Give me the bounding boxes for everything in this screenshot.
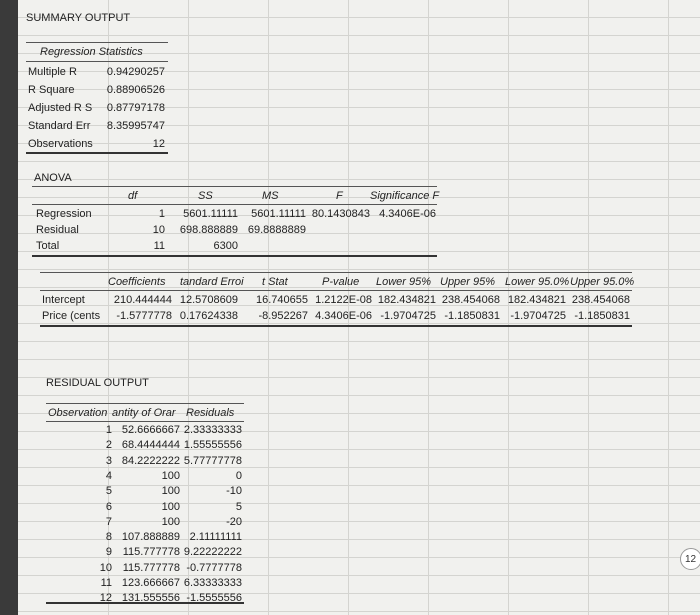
coef-header: Lower 95% — [376, 276, 432, 288]
coef-cell: -1.5777778 — [116, 310, 172, 322]
anova-cell: 4.3406E-06 — [379, 208, 436, 220]
residual-predicted: 131.555556 — [121, 592, 180, 605]
stat-value: 12 — [152, 138, 165, 150]
anova-row-label: Regression — [36, 208, 92, 220]
anova-header-ss: SS — [198, 190, 213, 202]
coef-cell: 182.434821 — [377, 294, 436, 306]
residual-predicted: 123.666667 — [121, 577, 180, 589]
residual-obs: 2 — [105, 439, 112, 452]
divider — [32, 255, 437, 257]
residual-value: -1.5555556 — [186, 592, 242, 605]
divider — [46, 602, 244, 604]
residual-value: 0 — [235, 469, 242, 482]
residual-predicted: 52.6666667 — [121, 424, 180, 436]
coef-header: Coefficients — [108, 276, 166, 288]
anova-cell: 1 — [158, 208, 165, 220]
coef-cell: 0.17624338 — [179, 310, 238, 322]
stat-label: R Square — [28, 84, 75, 96]
divider — [26, 61, 168, 62]
coef-cell: 16.740655 — [256, 294, 308, 306]
anova-cell: 6300 — [213, 240, 238, 252]
anova-header-ms: MS — [262, 190, 279, 202]
stat-label: Standard Err — [28, 120, 91, 132]
residual-obs: 6 — [105, 500, 112, 513]
stat-value: 0.88906526 — [106, 84, 165, 96]
residual-obs: 3 — [105, 454, 112, 467]
residual-value: 9.22222222 — [183, 546, 242, 559]
summary-title: SUMMARY OUTPUT — [26, 12, 131, 24]
anova-cell: 11 — [153, 240, 165, 252]
divider — [40, 290, 632, 291]
residual-obs: 11 — [100, 577, 112, 589]
regression-stats-heading: Regression Statistics — [40, 46, 143, 58]
coef-cell: 238.454068 — [571, 294, 630, 306]
residual-predicted: 100 — [161, 515, 180, 528]
coef-cell: 12.5708609 — [179, 294, 238, 306]
residual-obs: 4 — [105, 469, 112, 482]
residual-obs: 8 — [105, 531, 112, 544]
divider — [40, 325, 632, 327]
coef-cell: 4.3406E-06 — [315, 310, 372, 322]
coef-cell: -1.1850831 — [444, 310, 500, 322]
coef-header: tandard Erroi — [180, 276, 244, 288]
residual-obs: 9 — [105, 546, 112, 559]
anova-cell: 80.1430843 — [311, 208, 370, 220]
coef-row-label: Intercept — [42, 294, 85, 306]
anova-cell: 10 — [152, 224, 165, 236]
stat-value: 8.35995747 — [106, 120, 165, 132]
stat-label: Observations — [28, 138, 93, 150]
coef-header: Upper 95% — [440, 276, 496, 288]
anova-cell: 698.888889 — [179, 224, 238, 236]
residual-value: 6.33333333 — [183, 577, 242, 589]
coef-row-label: Price (cents — [42, 310, 101, 322]
divider — [32, 204, 437, 205]
residual-value: -0.7777778 — [186, 561, 242, 574]
coef-header: P-value — [322, 276, 360, 288]
anova-header-df: df — [128, 190, 138, 202]
coef-header: Upper 95.0% — [570, 276, 635, 288]
anova-cell: 69.8888889 — [247, 224, 306, 236]
residual-value: 5.77777778 — [183, 454, 242, 467]
stat-value: 0.87797178 — [106, 102, 165, 114]
residual-obs: 1 — [105, 424, 112, 436]
page-indicator-badge[interactable]: 12 — [680, 548, 700, 570]
anova-row-label: Total — [36, 240, 60, 252]
residual-predicted: 100 — [161, 469, 180, 482]
divider — [32, 186, 437, 187]
anova-cell: 5601.11111 — [251, 208, 306, 220]
residual-value: 2.11111111 — [189, 531, 242, 544]
coef-cell: 210.444444 — [113, 294, 172, 306]
coef-cell: -1.1850831 — [574, 310, 630, 322]
residual-value: 5 — [235, 500, 242, 513]
stat-value: 0.94290257 — [106, 66, 165, 78]
residual-header-res: Residuals — [186, 407, 235, 419]
residual-predicted: 100 — [161, 485, 180, 498]
coef-header: Lower 95.0% — [505, 276, 570, 288]
residual-title: RESIDUAL OUTPUT — [46, 377, 149, 389]
anova-header-f: F — [336, 190, 343, 202]
anova-header-sig: Significance F — [370, 190, 440, 202]
residual-predicted: 115.777778 — [122, 546, 180, 559]
residual-predicted: 107.888889 — [121, 531, 180, 544]
stat-label: Adjusted R S — [28, 102, 93, 114]
residual-header-pred: antity of Orar — [112, 407, 176, 419]
residual-value: -10 — [226, 485, 242, 498]
coef-cell: -8.952267 — [258, 310, 308, 322]
residual-predicted: 100 — [161, 500, 180, 513]
residual-predicted: 84.2222222 — [121, 454, 180, 467]
anova-cell: 5601.11111 — [183, 208, 238, 220]
residual-obs: 12 — [99, 592, 112, 605]
divider — [40, 272, 632, 273]
coef-cell: 1.2122E-08 — [315, 294, 372, 306]
coef-cell: -1.9704725 — [510, 310, 566, 322]
residual-value: 2.33333333 — [183, 424, 242, 436]
divider — [26, 152, 168, 154]
coef-cell: 238.454068 — [441, 294, 500, 306]
residual-obs: 5 — [105, 485, 112, 498]
divider — [46, 421, 244, 422]
residual-obs: 10 — [99, 561, 112, 574]
anova-row-label: Residual — [36, 224, 79, 236]
residual-predicted: 115.777778 — [122, 561, 180, 574]
coef-cell: -1.9704725 — [380, 310, 436, 322]
residual-value: -20 — [226, 515, 242, 528]
coef-header: t Stat — [262, 276, 288, 288]
residual-obs: 7 — [105, 515, 112, 528]
residual-predicted: 68.4444444 — [121, 439, 180, 452]
stat-label: Multiple R — [28, 66, 77, 78]
divider — [46, 403, 244, 404]
divider — [26, 42, 168, 43]
residual-value: 1.55555556 — [183, 439, 242, 452]
residual-header-obs: Observation — [48, 407, 108, 419]
coef-cell: 182.434821 — [507, 294, 566, 306]
anova-title: ANOVA — [34, 172, 72, 184]
